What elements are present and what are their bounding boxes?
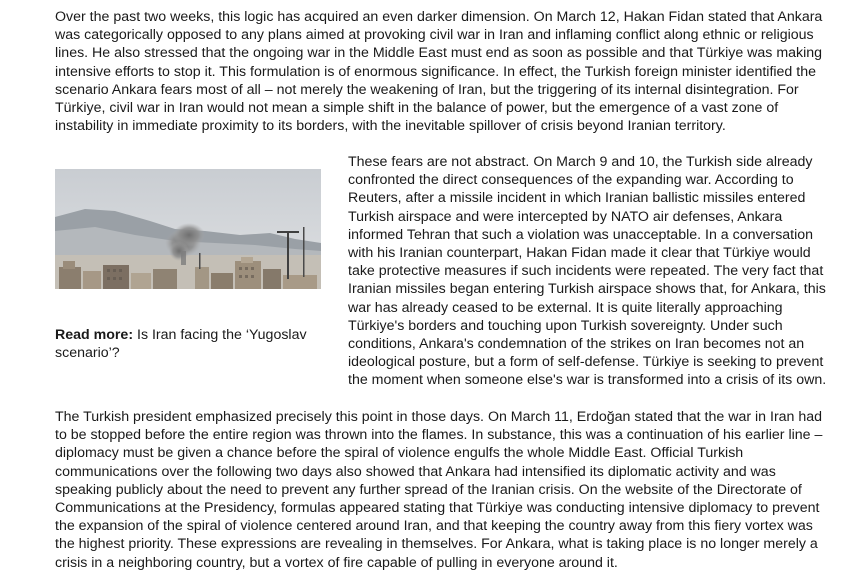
article-paragraph-1: Over the past two weeks, this logic has acquired an even darker dimension. On March 12, Hakan Fidan stated that Ankara was categorically opposed to any plans aimed at provoking civil war in Iran and inflaming conflict along ethnic or religious lines. He also stressed that the ongoing war in the Middle East must end as soon as possible and that Türkiye was making intensive efforts to stop it. This formulation is of enormous significance. In effect, the Turkish foreign minister identified the scenario Ankara fears most of all – not merely the weakening of Iran, but the triggering of its internal disintegration. For Türkiye, civil war in Iran would not mean a simple shift in the balance of power, but the emergence of a vast zone of instability in immediate proximity to its borders, with the inevitable spillover of crisis beyond Iranian territory. <box>55 9 823 135</box>
read-more-inset[interactable] <box>55 169 321 362</box>
read-more-link[interactable]: Is Iran facing the ‘Yugoslav scenario’? <box>55 327 307 362</box>
city-smoke-photo[interactable] <box>55 169 321 289</box>
article-paragraph-2: These fears are not abstract. On March 9 and 10, the Turkish side already confronted the direct consequences of the expanding war. According to Reuters, after a missile incident in which Iranian ballistic missiles entered Turkish airspace and were intercepted by NATO air defenses, Ankara informed Tehran that such a violation was unacceptable. In a conversation with his Iranian counterpart, Hakan Fidan made it clear that Türkiye would take protective measures if such incidents were repeated. The very fact that Iranian missiles began entering Turkish airspace shows that, for Ankara, this war has already ceased to be external. It is quite literally approaching Türkiye's borders and touching upon Turkish sovereignty. Under such conditions, Ankara's condemnation of the strikes on Iran becomes not an ideological posture, but a form of self-defense. Türkiye is seeking to prevent the moment when someone else's war is transformed into a crisis of its own. <box>348 154 827 389</box>
read-more-label: Read more: <box>55 327 134 343</box>
article-paragraph-3: The Turkish president emphasized precisely this point in those days. On March 11, Erdoğan stated that the war in Iran had to be stopped before the entire region was thrown into the flames. In substance, this was a continuation of his earlier line – diplomacy must be given a chance before the spiral of violence engulfs the whole Middle East. Official Turkish communications over the following two days also showed that Ankara had intensified its diplomatic activity and was speaking publicly about the need to prevent any further spread of the Iranian crisis. On the website of the Directorate of Communications at the Presidency, formulas appeared stating that Türkiye was conducting intensive diplomacy to prevent the expansion of the spiral of violence centered around Iran, and that keeping the country away from this fiery vortex was the highest priority. These expressions are revealing in themselves. For Ankara, what is taking place is no longer merely a crisis in a neighboring country, but a vortex of fire capable of pulling in everyone around it. <box>55 409 823 571</box>
read-more-caption[interactable] <box>55 326 321 362</box>
